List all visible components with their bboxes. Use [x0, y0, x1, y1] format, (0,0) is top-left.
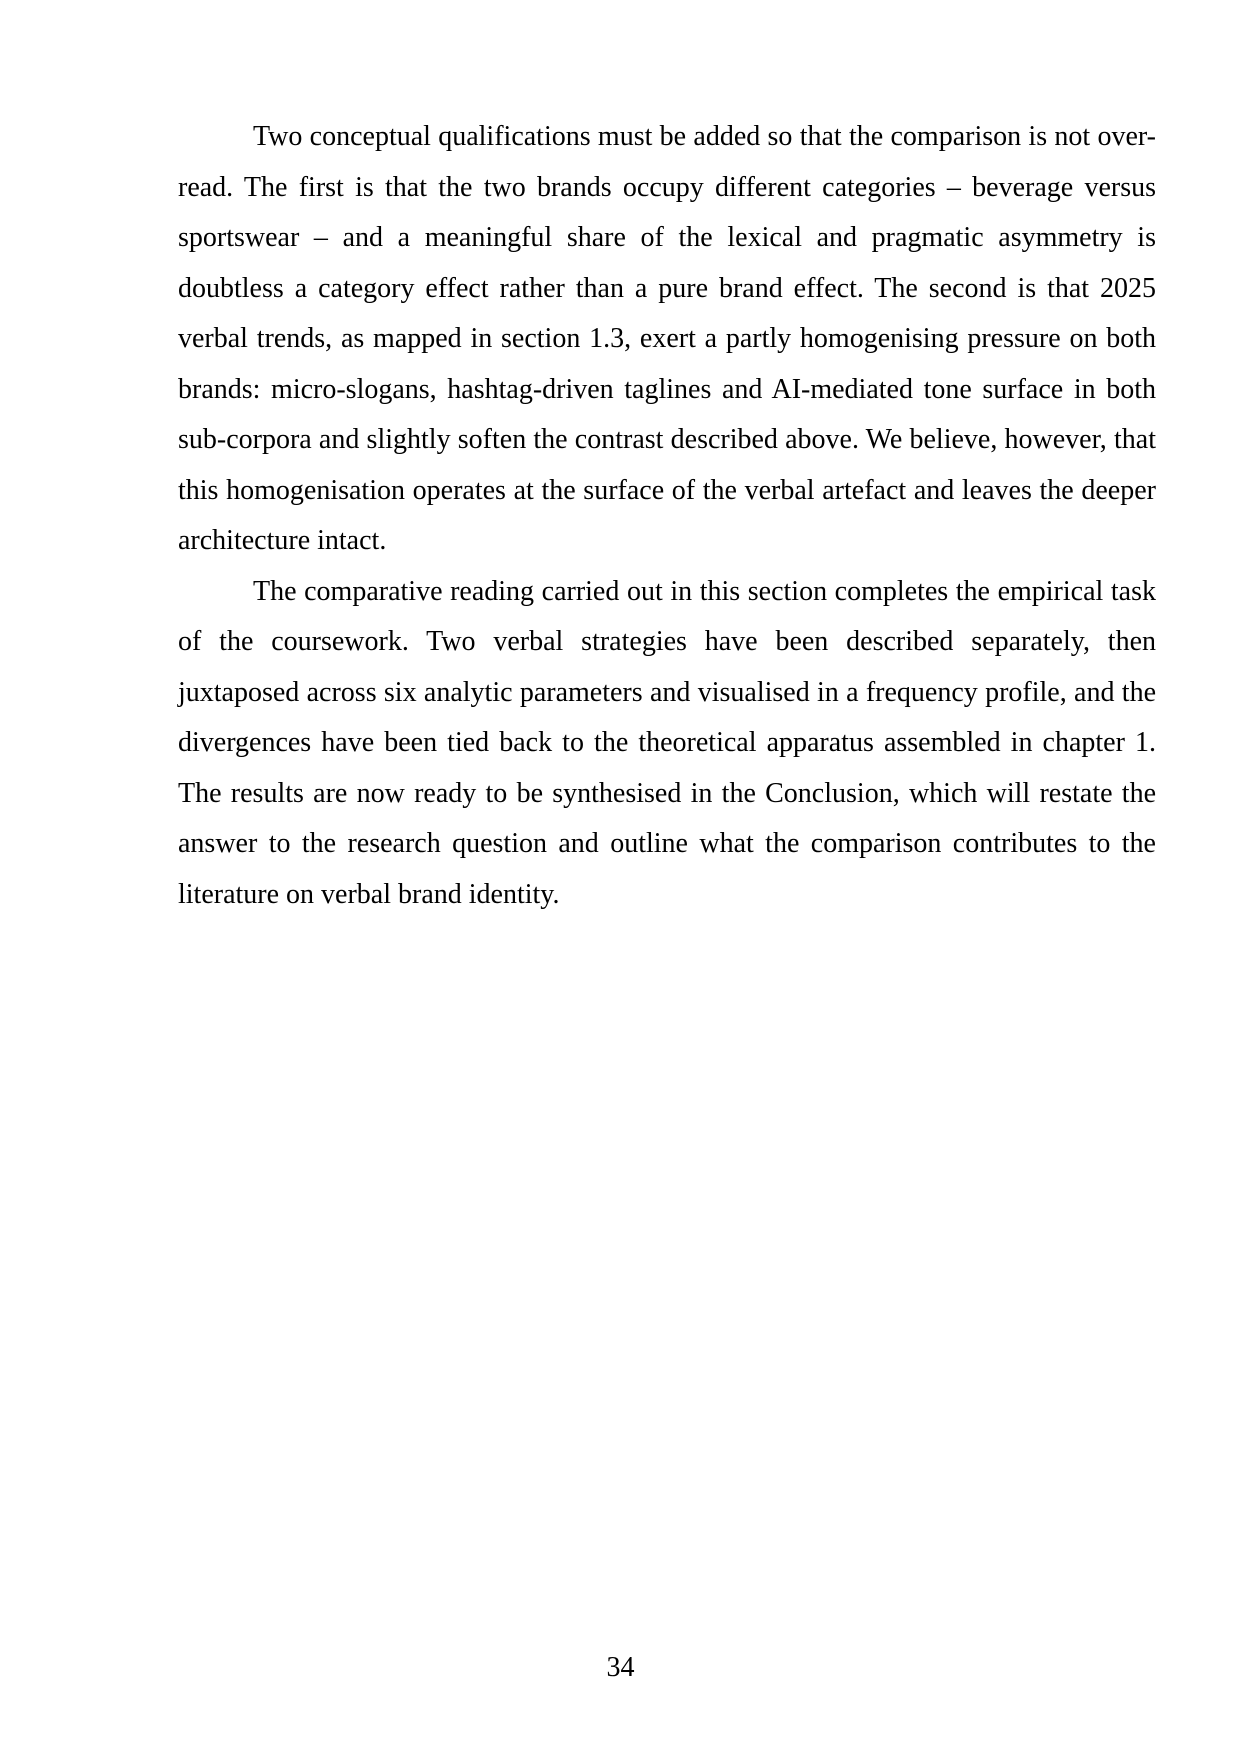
paragraph-qualifications: Two conceptual qualifications must be added so that the comparison is not over-read. The first is that the two brands occupy different categories – beverage versus sportswear – and a meaningful share of the lexical and pragmatic asymmetry is doubtless a category effect rather than a pure brand effect. The second is that 2025 verbal trends, as mapped in section 1.3, exert a partly homogenising pressure on both brands: micro-slogans, hashtag-driven taglines and AI-mediated tone surface in both sub-corpora and slightly soften the contrast described above. We believe, however, that this homogenisation operates at the surface of the verbal artefact and leaves the deeper architecture intact. [178, 121, 1156, 556]
body-text [178, 112, 1156, 920]
paragraph-comparative-reading: The comparative reading carried out in this section completes the empirical task of the coursework. Two verbal strategies have been described separately, then juxtaposed across six analytic parameters and visualised in a frequency profile, and the divergences have been tied back to the theoretical apparatus assembled in chapter 1. The results are now ready to be synthesised in the Conclusion, which will restate the answer to the research question and outline what the comparison contributes to the literature on verbal brand identity. [178, 575, 1156, 910]
page-number: 34 [606, 1652, 635, 1683]
